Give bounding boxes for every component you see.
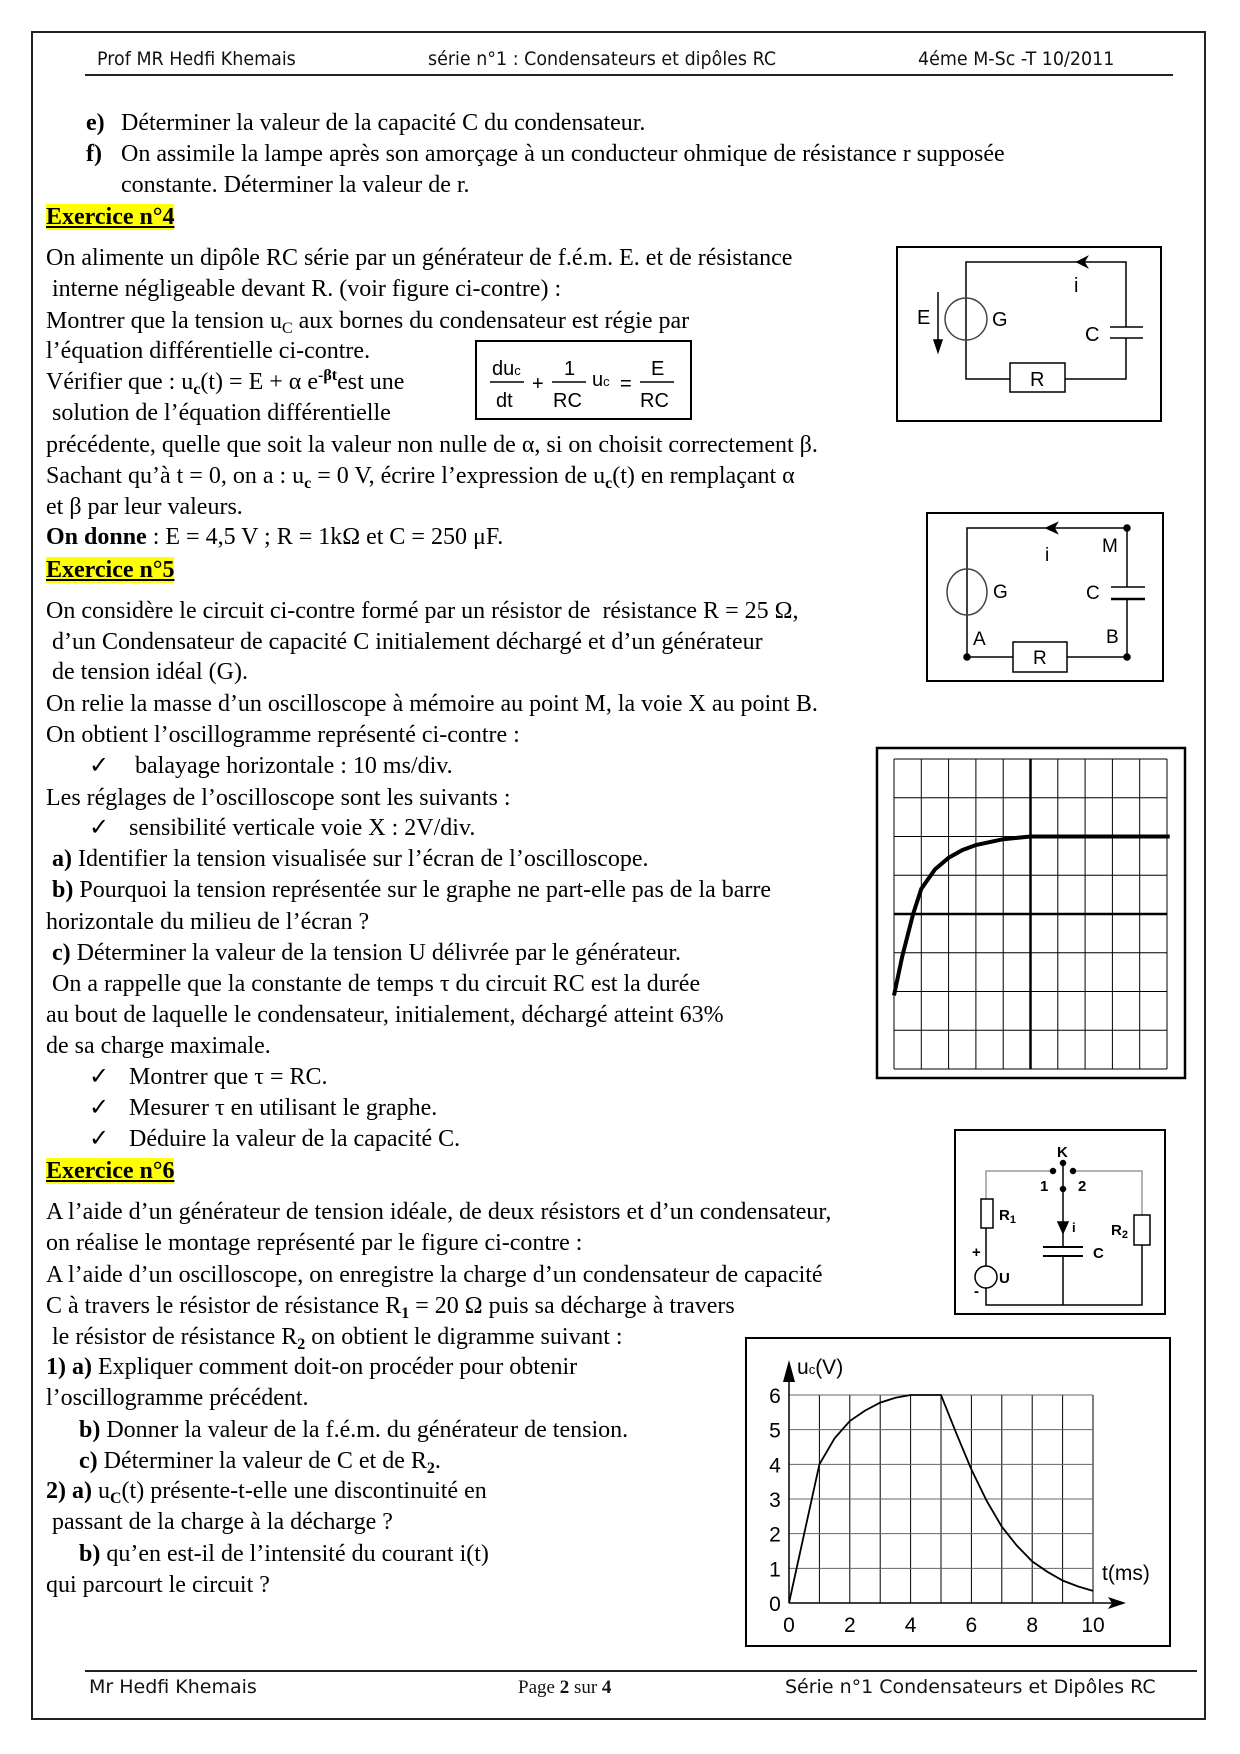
oscillogram	[877, 748, 1185, 1078]
bold-text: c)	[52, 940, 71, 966]
text-segment: Déterminer la valeur de C et de R	[97, 1448, 427, 1474]
header-title: série n°1 : Condensateurs et dipôles RC	[428, 48, 777, 70]
checkmark-icon: ✓	[89, 1095, 110, 1121]
eq-plus: +	[532, 373, 544, 395]
exercise-heading: Exercice n°5	[46, 557, 175, 583]
exercise-heading: Exercice n°4	[46, 204, 175, 230]
text-segment: Vérifier que : u	[46, 369, 194, 395]
label-r: R	[1033, 648, 1047, 669]
resistor-r2	[1134, 1215, 1150, 1245]
text-segment: qu’en est-il de l’intensité du courant i(t)	[100, 1541, 489, 1567]
text-segment: A l’aide d’un générateur de tension idéale, de deux résistors et d’un condensateur,	[46, 1199, 832, 1225]
x-tick-label: 0	[783, 1614, 795, 1637]
circuit-3-labels	[972, 1144, 1128, 1300]
text-segment: Déduire la valeur de la capacité C.	[129, 1126, 461, 1152]
label-i: i	[1072, 1220, 1076, 1235]
text-segment: A l’aide d’un oscilloscope, on enregistre la charge d’un condensateur de capacité	[46, 1262, 823, 1288]
text-segment: Les réglages de l’oscilloscope sont les suivants :	[46, 785, 511, 811]
text-segment: de tension idéal (G).	[52, 659, 248, 685]
label-c: C	[1086, 583, 1100, 604]
text-segment: (t) présente-t-elle une discontinuité en	[121, 1478, 487, 1504]
text-segment: Déterminer la valeur de la tension U délivrée par le générateur.	[70, 940, 682, 966]
footer-author: Mr Hedfi Khemais	[89, 1676, 257, 1698]
text-segment: On considère le circuit ci-contre formé par un résistor de résistance R = 25 Ω,	[46, 598, 799, 624]
subscript: C	[281, 320, 293, 337]
bold-text: b)	[79, 1541, 101, 1567]
bold-text: b)	[79, 1417, 101, 1443]
text-segment: Sachant qu’à t = 0, on a : u	[46, 463, 305, 489]
text-segment: on réalise le montage représenté par le figure ci-contre :	[46, 1230, 583, 1256]
x-tick-label: 6	[965, 1614, 978, 1637]
label-c: C	[1085, 324, 1100, 346]
eq-den3: RC	[640, 390, 669, 412]
label-u: U	[999, 1270, 1010, 1287]
header-author: Prof MR Hedfi Khemais	[97, 48, 296, 70]
text-segment: On assimile la lampe après son amorçage à un conducteur ohmique de résistance r supposée	[121, 141, 1005, 167]
x-tick-label: 8	[1026, 1614, 1039, 1637]
arrow-down-icon	[934, 340, 942, 352]
circuit-1-labels	[917, 275, 1099, 391]
y-tick-label: 0	[769, 1593, 781, 1616]
x-tick-label: 10	[1081, 1614, 1105, 1637]
text-segment: On relie la masse d’un oscilloscope à mémoire au point M, la voie X au point B.	[46, 691, 818, 717]
x-tick-label: 4	[904, 1614, 917, 1637]
label-c: C	[1093, 1245, 1104, 1262]
label-a: A	[973, 629, 986, 650]
text-segment: et β par leur valeurs.	[46, 494, 243, 520]
switch-pivot	[1061, 1187, 1066, 1192]
text-segment: .	[434, 1448, 441, 1474]
exercise-heading: Exercice n°6	[46, 1158, 175, 1184]
circuit-2-labels	[973, 536, 1119, 669]
label-r1: $R_1$	[999, 1207, 1016, 1226]
bold-text: 1) a)	[46, 1354, 92, 1380]
text-segment: de sa charge maximale.	[46, 1033, 271, 1059]
label-1: 1	[1040, 1178, 1049, 1195]
question-label: f)	[86, 141, 102, 167]
label-2: 2	[1078, 1178, 1087, 1195]
eq-den2: RC	[553, 390, 582, 412]
label-e: E	[917, 307, 931, 329]
checkmark-icon: ✓	[89, 1064, 110, 1090]
subscript: 2	[426, 1460, 435, 1477]
x-tick-label: 2	[843, 1614, 856, 1637]
oscillogram-curve	[894, 837, 1170, 996]
label-g: G	[993, 582, 1008, 603]
y-tick-label: 3	[769, 1489, 781, 1512]
y-axis-arrow-icon	[783, 1360, 795, 1382]
text-segment: constante. Déterminer la valeur de r.	[121, 172, 470, 198]
checkmark-icon: ✓	[89, 753, 110, 779]
x-axis-label: t(ms)	[1102, 1562, 1150, 1585]
superscript: -βt	[318, 367, 338, 384]
chart-frame	[746, 1338, 1170, 1646]
text-segment: Expliquer comment doit-on procéder pour obtenir	[91, 1354, 578, 1380]
label-k: K	[1057, 1144, 1068, 1161]
circuit-rc-1	[897, 247, 1161, 421]
text-segment: = 20 Ω puis sa décharge à travers	[409, 1293, 735, 1319]
label-g: G	[992, 309, 1008, 331]
text-segment: passant de la charge à la décharge ?	[52, 1509, 393, 1535]
text-segment: Montrer que la tension u	[46, 308, 282, 334]
label-minus: -	[974, 1283, 979, 1300]
eq-num1: duc	[492, 358, 521, 380]
text-segment: sensibilité verticale voie X : 2V/div.	[129, 815, 476, 841]
y-tick-label: 6	[769, 1385, 781, 1408]
text-segment: interne négligeable devant R. (voir figure ci-contre) :	[52, 276, 562, 302]
label-m: M	[1102, 536, 1118, 557]
page-mid: sur	[569, 1677, 602, 1698]
text-segment: aux bornes du condensateur est régie par	[292, 308, 690, 334]
text-segment: = 0 V, écrire l’expression de u	[311, 463, 606, 489]
text-segment: (t) = E + α e	[200, 369, 318, 395]
page-current: 2	[559, 1677, 570, 1698]
text-segment: On a rappelle que la constante de temps τ du circuit RC est la durée	[52, 971, 701, 997]
text-segment: horizontale du milieu de l’écran ?	[46, 909, 370, 935]
current-arrow-icon	[1058, 1222, 1068, 1233]
y-tick-label: 5	[769, 1419, 781, 1443]
label-plus: +	[972, 1244, 981, 1261]
subscript: c	[304, 475, 312, 492]
switch-k	[1061, 1161, 1066, 1166]
label-r: R	[1030, 369, 1045, 391]
footer-series: Série n°1 Condensateurs et Dipôles RC	[785, 1676, 1156, 1698]
bold-text: b)	[52, 877, 74, 903]
node-a	[964, 654, 970, 660]
text-segment: Mesurer τ en utilisant le graphe.	[129, 1095, 438, 1121]
text-segment: Donner la valeur de la f.é.m. du générateur de tension.	[100, 1417, 629, 1443]
y-tick-label: 2	[769, 1523, 781, 1547]
text-segment: le résistor de résistance R	[52, 1324, 298, 1350]
y-tick-label: 4	[769, 1454, 781, 1478]
text-segment: Montrer que τ = RC.	[129, 1064, 328, 1090]
subscript: c	[605, 475, 613, 492]
uc-chart	[746, 1338, 1170, 1646]
header-level: 4éme M-Sc -T 10/2011	[918, 48, 1115, 70]
node-m	[1124, 525, 1130, 531]
checkmark-icon: ✓	[89, 1126, 110, 1152]
node-b	[1124, 654, 1130, 660]
page-prefix: Page	[518, 1677, 560, 1698]
bold-text: a)	[52, 846, 72, 872]
question-label: e)	[86, 110, 105, 136]
text-segment: balayage horizontale : 10 ms/div.	[129, 753, 453, 779]
figure-frame	[897, 247, 1161, 421]
text-segment: est une	[337, 369, 405, 395]
text-segment: C à travers le résistor de résistance R	[46, 1293, 402, 1319]
text-segment: on obtient le digramme suivant :	[305, 1324, 623, 1350]
label-r2: $R_2$	[1111, 1222, 1128, 1241]
subscript: 2	[297, 1336, 306, 1353]
text-segment: Déterminer la valeur de la capacité C du condensateur.	[121, 110, 646, 136]
bold-text: 2) a)	[46, 1478, 92, 1504]
subscript: 1	[401, 1305, 410, 1322]
text-segment: au bout de laquelle le condensateur, initialement, déchargé atteint 63%	[46, 1002, 724, 1028]
text-segment: : E = 4,5 V ; R = 1kΩ et C = 250 μF.	[146, 524, 504, 550]
switch-contact-1	[1051, 1169, 1056, 1174]
text-segment: On obtient l’oscillogramme représenté ci-contre :	[46, 722, 520, 748]
bold-text: c)	[79, 1448, 98, 1474]
switch-contact-2	[1071, 1169, 1076, 1174]
text-segment: l’oscillogramme précédent.	[46, 1385, 309, 1411]
text-segment: d’un Condensateur de capacité C initialement déchargé et d’un générateur	[52, 629, 763, 655]
differential-equation	[476, 341, 691, 419]
text-segment: Identifier la tension visualisée sur l’écran de l’oscilloscope.	[72, 846, 649, 872]
subscript: c	[193, 381, 201, 398]
eq-num2: 1	[564, 358, 576, 380]
eq-u: uc	[592, 369, 610, 391]
text-segment: l’équation différentielle ci-contre.	[46, 338, 371, 364]
text-segment: u	[91, 1478, 110, 1504]
eq-equals: =	[620, 373, 632, 395]
text-segment: (t) en remplaçant α	[612, 463, 795, 489]
label-b: B	[1106, 627, 1119, 648]
text-segment: Pourquoi la tension représentée sur le graphe ne part-elle pas de la barre	[73, 877, 772, 903]
bold-text: On donne	[46, 524, 147, 550]
y-axis-label: uc(V)	[797, 1356, 844, 1379]
page-total: 4	[601, 1677, 612, 1698]
eq-num3: E	[651, 358, 665, 380]
text-segment: On alimente un dipôle RC série par un générateur de f.é.m. E. et de résistance	[46, 245, 793, 271]
text-segment: qui parcourt le circuit ?	[46, 1572, 270, 1598]
wire	[966, 262, 1126, 379]
text-segment: solution de l’équation différentielle	[52, 400, 391, 426]
subscript: C	[109, 1490, 122, 1507]
y-tick-label: 1	[769, 1558, 781, 1582]
label-i: i	[1074, 275, 1079, 297]
eq-den1: dt	[496, 390, 513, 412]
resistor-r1	[981, 1199, 993, 1228]
checkmark-icon: ✓	[89, 815, 110, 841]
text-segment: précédente, quelle que soit la valeur non nulle de α, si on choisit correctement β.	[46, 432, 818, 458]
oscilloscope-grid	[894, 759, 1167, 1069]
label-i: i	[1045, 545, 1050, 566]
